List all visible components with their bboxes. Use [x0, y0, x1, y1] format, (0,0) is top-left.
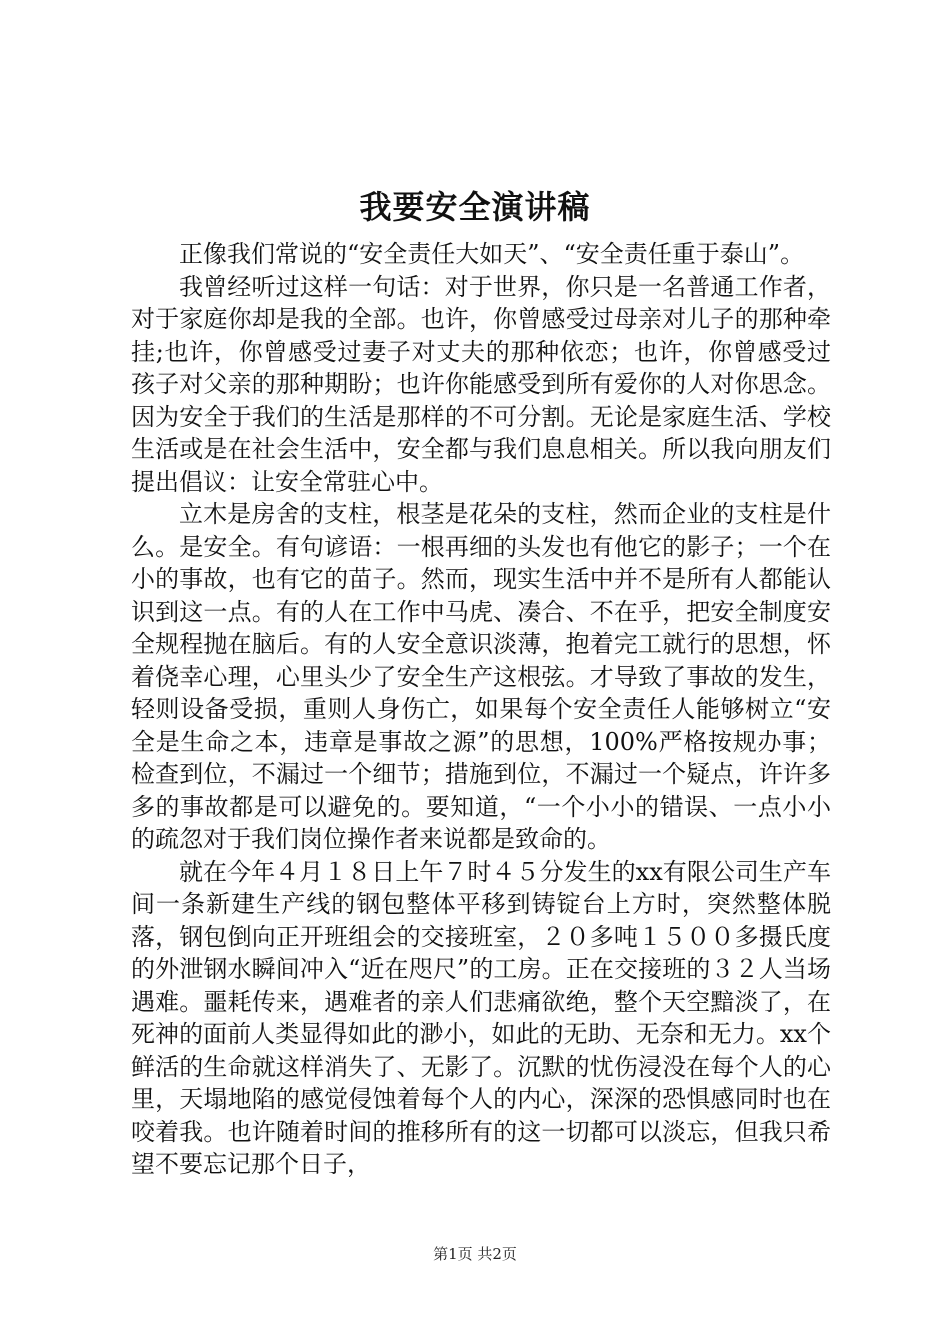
paragraph: 我曾经听过这样一句话：对于世界，你只是一名普通工作者，对于家庭你却是我的全部。也许，你曾感受过母亲对儿子的那种牵挂;也许，你曾感受过妻子对丈夫的那种依恋；也许，你曾感受过孩子对父亲的那种期盼；也许你能感受到所有爱你的人对你思念。因为安全于我们的生活是那样的不可分割。无论是家庭生活、学校生活或是在社会生活中，安全都与我们息息相关。所以我向朋友们提出倡议：让安全常驻心中。 [131, 272, 831, 496]
page-title: 我要安全演讲稿 [359, 188, 591, 226]
paragraph: 立木是房舍的支柱，根茎是花朵的支柱，然而企业的支柱是什么。是安全。有句谚语：一根再细的头发也有他它的影子；一个在小的事故，也有它的苗子。然而，现实生活中并不是所有人都能认识到这一点。有的人在工作中马虎、凑合、不在乎，把安全制度安全规程抛在脑后。有的人安全意识淡薄，抱着完工就行的思想，怀着侥幸心理，心里头少了安全生产这根弦。才导致了事故的发生，轻则设备受损，重则人身伤亡，如果每个安全责任人能够树立“安全是生命之本，违章是事故之源”的思想，100%严格按规办事；检查到位，不漏过一个细节；措施到位，不漏过一个疑点，许许多多的事故都是可以避免的。要知道，“一个小小的错误、一点小小的疏忽对于我们岗位操作者来说都是致命的。 [131, 500, 831, 853]
paragraph: 就在今年４月１８日上午７时４５分发生的xx有限公司生产车间一条新建生产线的钢包整体平移到铸锭台上方时，突然整体脱落，钢包倒向正开班组会的交接班室，２０多吨１５００多摄氏度的外泄钢水瞬间冲入“近在咫尺”的工房。正在交接班的３２人当场遇难。噩耗传来，遇难者的亲人们悲痛欲绝，整个天空黯淡了，在死神的面前人类显得如此的渺小，如此的无助、无奈和无力。xx个鲜活的生命就这样消失了、无影了。沉默的忧伤浸没在每个人的心里，天塌地陷的感觉侵蚀着每个人的内心，深深的恐惧感同时也在咬着我。也许随着时间的推移所有的这一切都可以淡忘，但我只希望不要忘记那个日子， [131, 857, 831, 1178]
page-footer: 第1页 共2页 [433, 1245, 517, 1263]
paragraph: 正像我们常说的“安全责任大如天”、“安全责任重于泰山”。 [179, 240, 805, 268]
document-body [131, 238, 831, 1181]
